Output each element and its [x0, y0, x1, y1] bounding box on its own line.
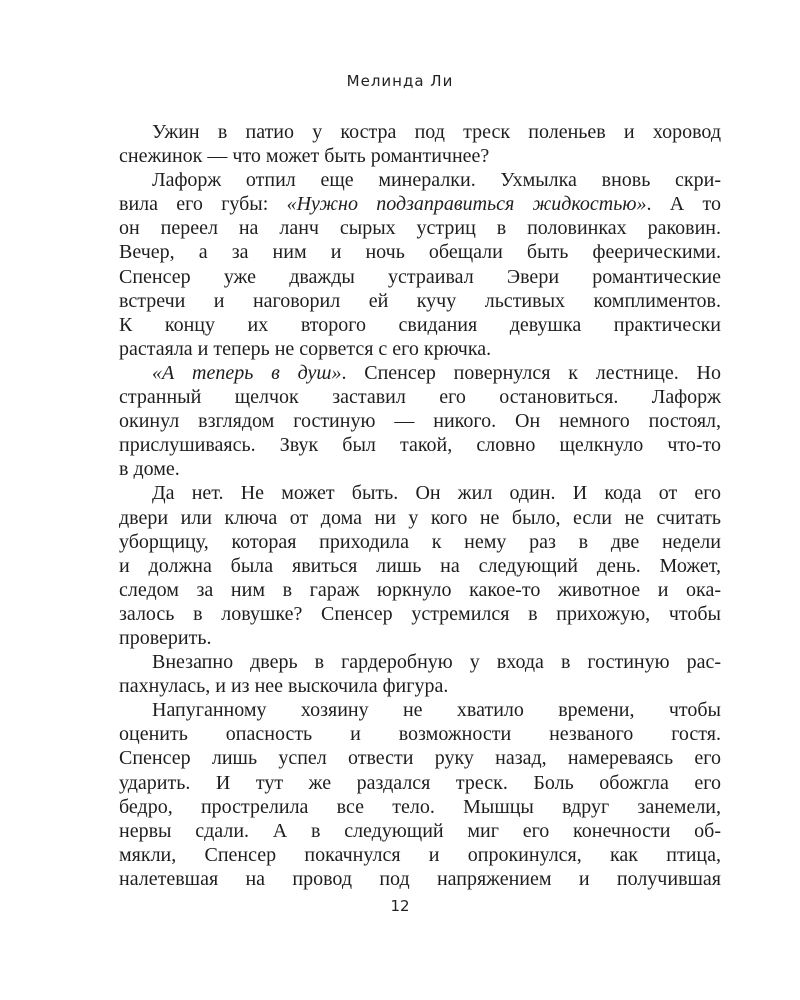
text-line: проверить. [119, 626, 212, 649]
text-line: двери или ключа от дома ни у кого не было, если не считать [119, 506, 721, 529]
text-line: Спенсер уже дважды устраивал Эвери романтические [119, 265, 721, 288]
text-line: растаяла и теперь не сорвется с его крючка. [119, 337, 492, 360]
text-line: в доме. [119, 458, 180, 481]
text-line: оценить опасность и возможности незваного гостя. [119, 723, 721, 746]
text-line: и должна была явиться лишь на следующий день. Может, [119, 554, 721, 577]
running-head-author: Мелинда Ли [346, 72, 454, 90]
text-line: нервы сдали. А в следующий миг его конечности об- [119, 819, 721, 842]
text-line: Вечер, а за ним и ночь обещали быть феерическими. [119, 241, 721, 264]
text-line: залось в ловушке? Спенсер устремился в прихожую, чтобы [119, 602, 721, 625]
text-line: встречи и наговорил ей кучу льстивых комплиментов. [119, 289, 721, 312]
page-number: 12 [390, 897, 410, 915]
text-line: вила его губы: «Нужно подзаправиться жидкостью». А то [119, 193, 721, 216]
text-line: Внезапно дверь в гардеробную у входа в гостиную рас- [152, 651, 721, 674]
text-line: прислушиваясь. Звук был такой, словно щелкнуло что-то [119, 434, 721, 457]
text-line: К концу их второго свидания девушка практически [119, 313, 721, 336]
body-text [119, 120, 721, 891]
text-line: следом за ним в гараж юркнуло какое-то животное и ока- [119, 578, 721, 601]
italic-quote: «Нужно подзаправиться жидкостью» [286, 193, 647, 216]
text-line: странный щелчок заставил его остановиться. Лафорж [119, 386, 721, 409]
text-line: Спенсер лишь успел отвести руку назад, намереваясь его [119, 747, 721, 770]
text-line: налетевшая на провод под напряжением и получившая [119, 867, 721, 890]
text-line: снежинок — что может быть романтичнее? [119, 145, 490, 168]
italic-quote: «А теперь в душ» [152, 361, 342, 384]
text-line: Да нет. Не может быть. Он жил один. И кода от его [152, 482, 721, 505]
text-line: уборщицу, которая приходила к нему раз в две недели [119, 530, 721, 553]
text-line: пахнулась, и из нее выскочила фигура. [119, 675, 449, 698]
text-line: бедро, прострелила все тело. Мышцы вдруг занемели, [119, 795, 721, 818]
text-line: Ужин в патио у костра под треск поленьев и хоровод [152, 121, 721, 143]
text-line: мякли, Спенсер покачнулся и опрокинулся, как птица, [119, 843, 721, 866]
text-line: окинул взглядом гостиную — никого. Он немного постоял, [119, 410, 721, 433]
text-line: «А теперь в душ». Спенсер повернулся к лестнице. Но [152, 361, 722, 384]
text-line: Лафорж отпил еще минералки. Ухмылка вновь скри- [152, 169, 721, 192]
text-line: Напуганному хозяину не хватило времени, чтобы [152, 699, 721, 722]
text-line: он переел на ланч сырых устриц в половинках раковин. [119, 217, 721, 240]
text-line: ударить. И тут же раздался треск. Боль обожгла его [119, 771, 721, 794]
